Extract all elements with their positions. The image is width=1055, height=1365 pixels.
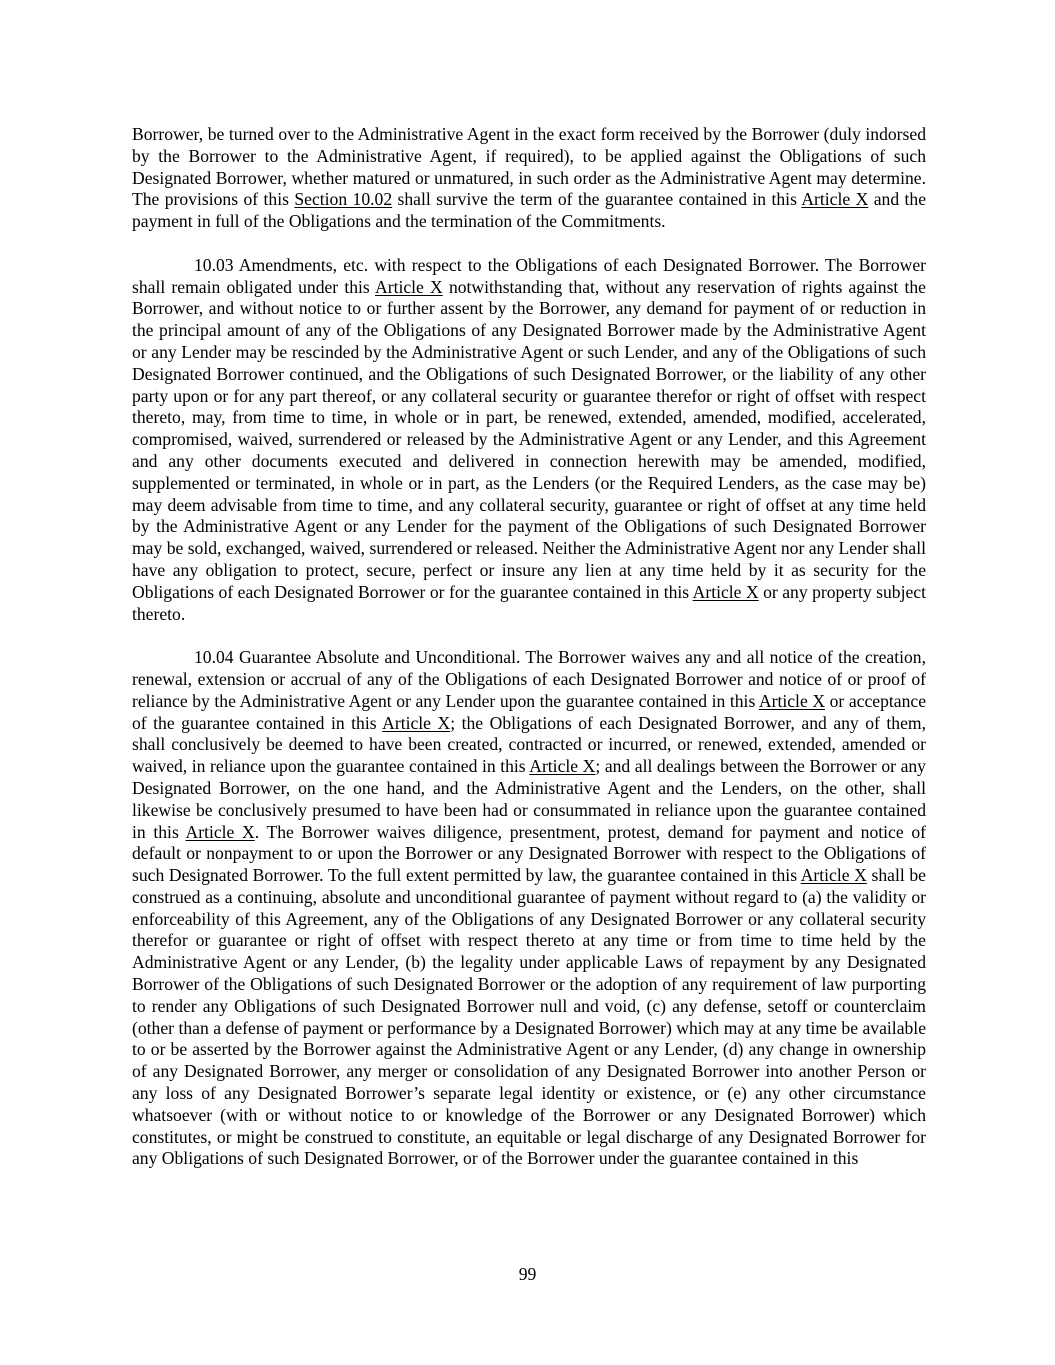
para-section-10-03 (132, 255, 926, 626)
text-run: . The Borrower waives diligence, presentment, protest, demand for payment and notice of default or nonpayment to or upon the Borrower or any Designated Borrower with respect to the Obligations of such Designated Borrower. To the full extent permitted by law, the guarantee contained in this (132, 821, 926, 886)
text-run: or any property subject thereto. (132, 581, 926, 624)
text-run: Borrower, be turned over to the Administrative Agent in the exact form received by the Borrower (duly indorsed by the Borrower to the Administrative Agent, if required), to be applied against the Obligations of such Designated Borrower, whether matured or unmatured, in such order as the Administrative Agent may determine. The provisions of this (132, 124, 926, 210)
cross-reference: Section 10.02 (294, 189, 393, 210)
cross-reference: Article X (758, 690, 826, 711)
text-run: ; and all dealings between the Borrower or any Designated Borrower, on the one hand, and the Administrative Agent and the Lenders, on the other, shall likewise be conclusively presumed to have been had or consummated in reliance upon the guarantee contained in this (132, 756, 926, 842)
text-run: ; the Obligations of each Designated Borrower, and any of them, shall conclusively be deemed to have been created, contracted or incurred, or renewed, extended, amended or waived, in reliance upon the guarantee contained in this (132, 712, 926, 777)
document-body (132, 124, 926, 1192)
text-run: and the payment in full of the Obligations and the termination of the Commitments. (132, 189, 927, 232)
cross-reference: Article X (529, 756, 596, 777)
text-run: notwithstanding that, without any reservation of rights against the Borrower, and without notice to or further assent by the Borrower, any demand for payment of or reduction in the principal amount of any of the Obligations of any Designated Borrower made by the Administrative Agent or any Lender may be rescinded by the Administrative Agent or such Lender, and any of the Obligations of such Designated Borrower continued, and the Obligations of such Designated Borrower, or the liability of any other party upon or for any part thereof, or any collateral security or guarantee therefor or right of offset with respect thereto, may, from time to time, in whole or in part, be renewed, extended, amended, modified, accelerated, compromised, waived, surrendered or released by the Administrative Agent or any Lender, and this Agreement and any other documents executed and delivered in connection herewith may be amended, modified, supplemented or terminated, in whole or in part, as the Lenders (or the Required Lenders, as the case may be) may deem advisable from time to time, and any collateral security, guarantee or right of offset at any time held by the Administrative Agent or any Lender for the payment of the Obligations of such Designated Borrower may be sold, exchanged, waived, surrendered or released. Neither the Administrative Agent nor any Lender shall have any obligation to protect, secure, perfect or insure any lien at any time held by it as security for the Obligations of each Designated Borrower or for the guarantee contained in this (132, 276, 926, 602)
cross-reference: Article X (375, 276, 443, 297)
cross-reference: Article X (185, 821, 255, 842)
page-number: 99 (518, 1264, 537, 1284)
text-run: shall survive the term of the guarantee contained in this (392, 189, 802, 210)
text-run: 10.03 Amendments, etc. with respect to the Obligations of each Designated Borrower. The Borrower shall remain obligated under this (132, 254, 926, 297)
cross-reference: Article X (800, 865, 867, 886)
cross-reference: Article X (801, 189, 869, 210)
cross-reference: Article X (692, 581, 759, 602)
para-continuation (132, 124, 926, 233)
cross-reference: Article X (382, 712, 451, 733)
text-run: shall be construed as a continuing, absolute and unconditional guarantee of payment without regard to (a) the validity or enforceability of this Agreement, any of the Obligations of any Designated Borrower or any collateral security therefor or guarantee or right of offset with respect thereto at any time or from time to time held by the Administrative Agent or any Lender, (b) the legality under applicable Laws of repayment by any Designated Borrower of the Obligations of such Designated Borrower or the adoption of any requirement of law purporting to render any Obligations of such Designated Borrower null and void, (c) any defense, setoff or counterclaim (other than a defense of payment or performance by a Designated Borrower) which may at any time be available to or be asserted by the Borrower against the Administrative Agent or any Lender, (d) any change in ownership of any Designated Borrower, any merger or consolidation of any Designated Borrower into another Person or any loss of any Designated Borrower’s separate legal identity or existence, or (e) any other circumstance whatsoever (with or without notice to or knowledge of the Borrower or any Designated Borrower) which constitutes, or might be construed to constitute, an equitable or legal discharge of any Designated Borrower for any Obligations of such Designated Borrower, or of the Borrower under the guarantee contained in this (132, 865, 926, 1169)
para-section-10-04 (132, 647, 926, 1170)
text-run: or acceptance of the guarantee contained in this (132, 690, 927, 733)
text-run: 10.04 Guarantee Absolute and Unconditional. The Borrower waives any and all notice of the creation, renewal, extension or accrual of any of the Obligations of each Designated Borrower and notice of or proof of reliance by the Administrative Agent or any Lender upon the guarantee contained in this (132, 647, 926, 711)
